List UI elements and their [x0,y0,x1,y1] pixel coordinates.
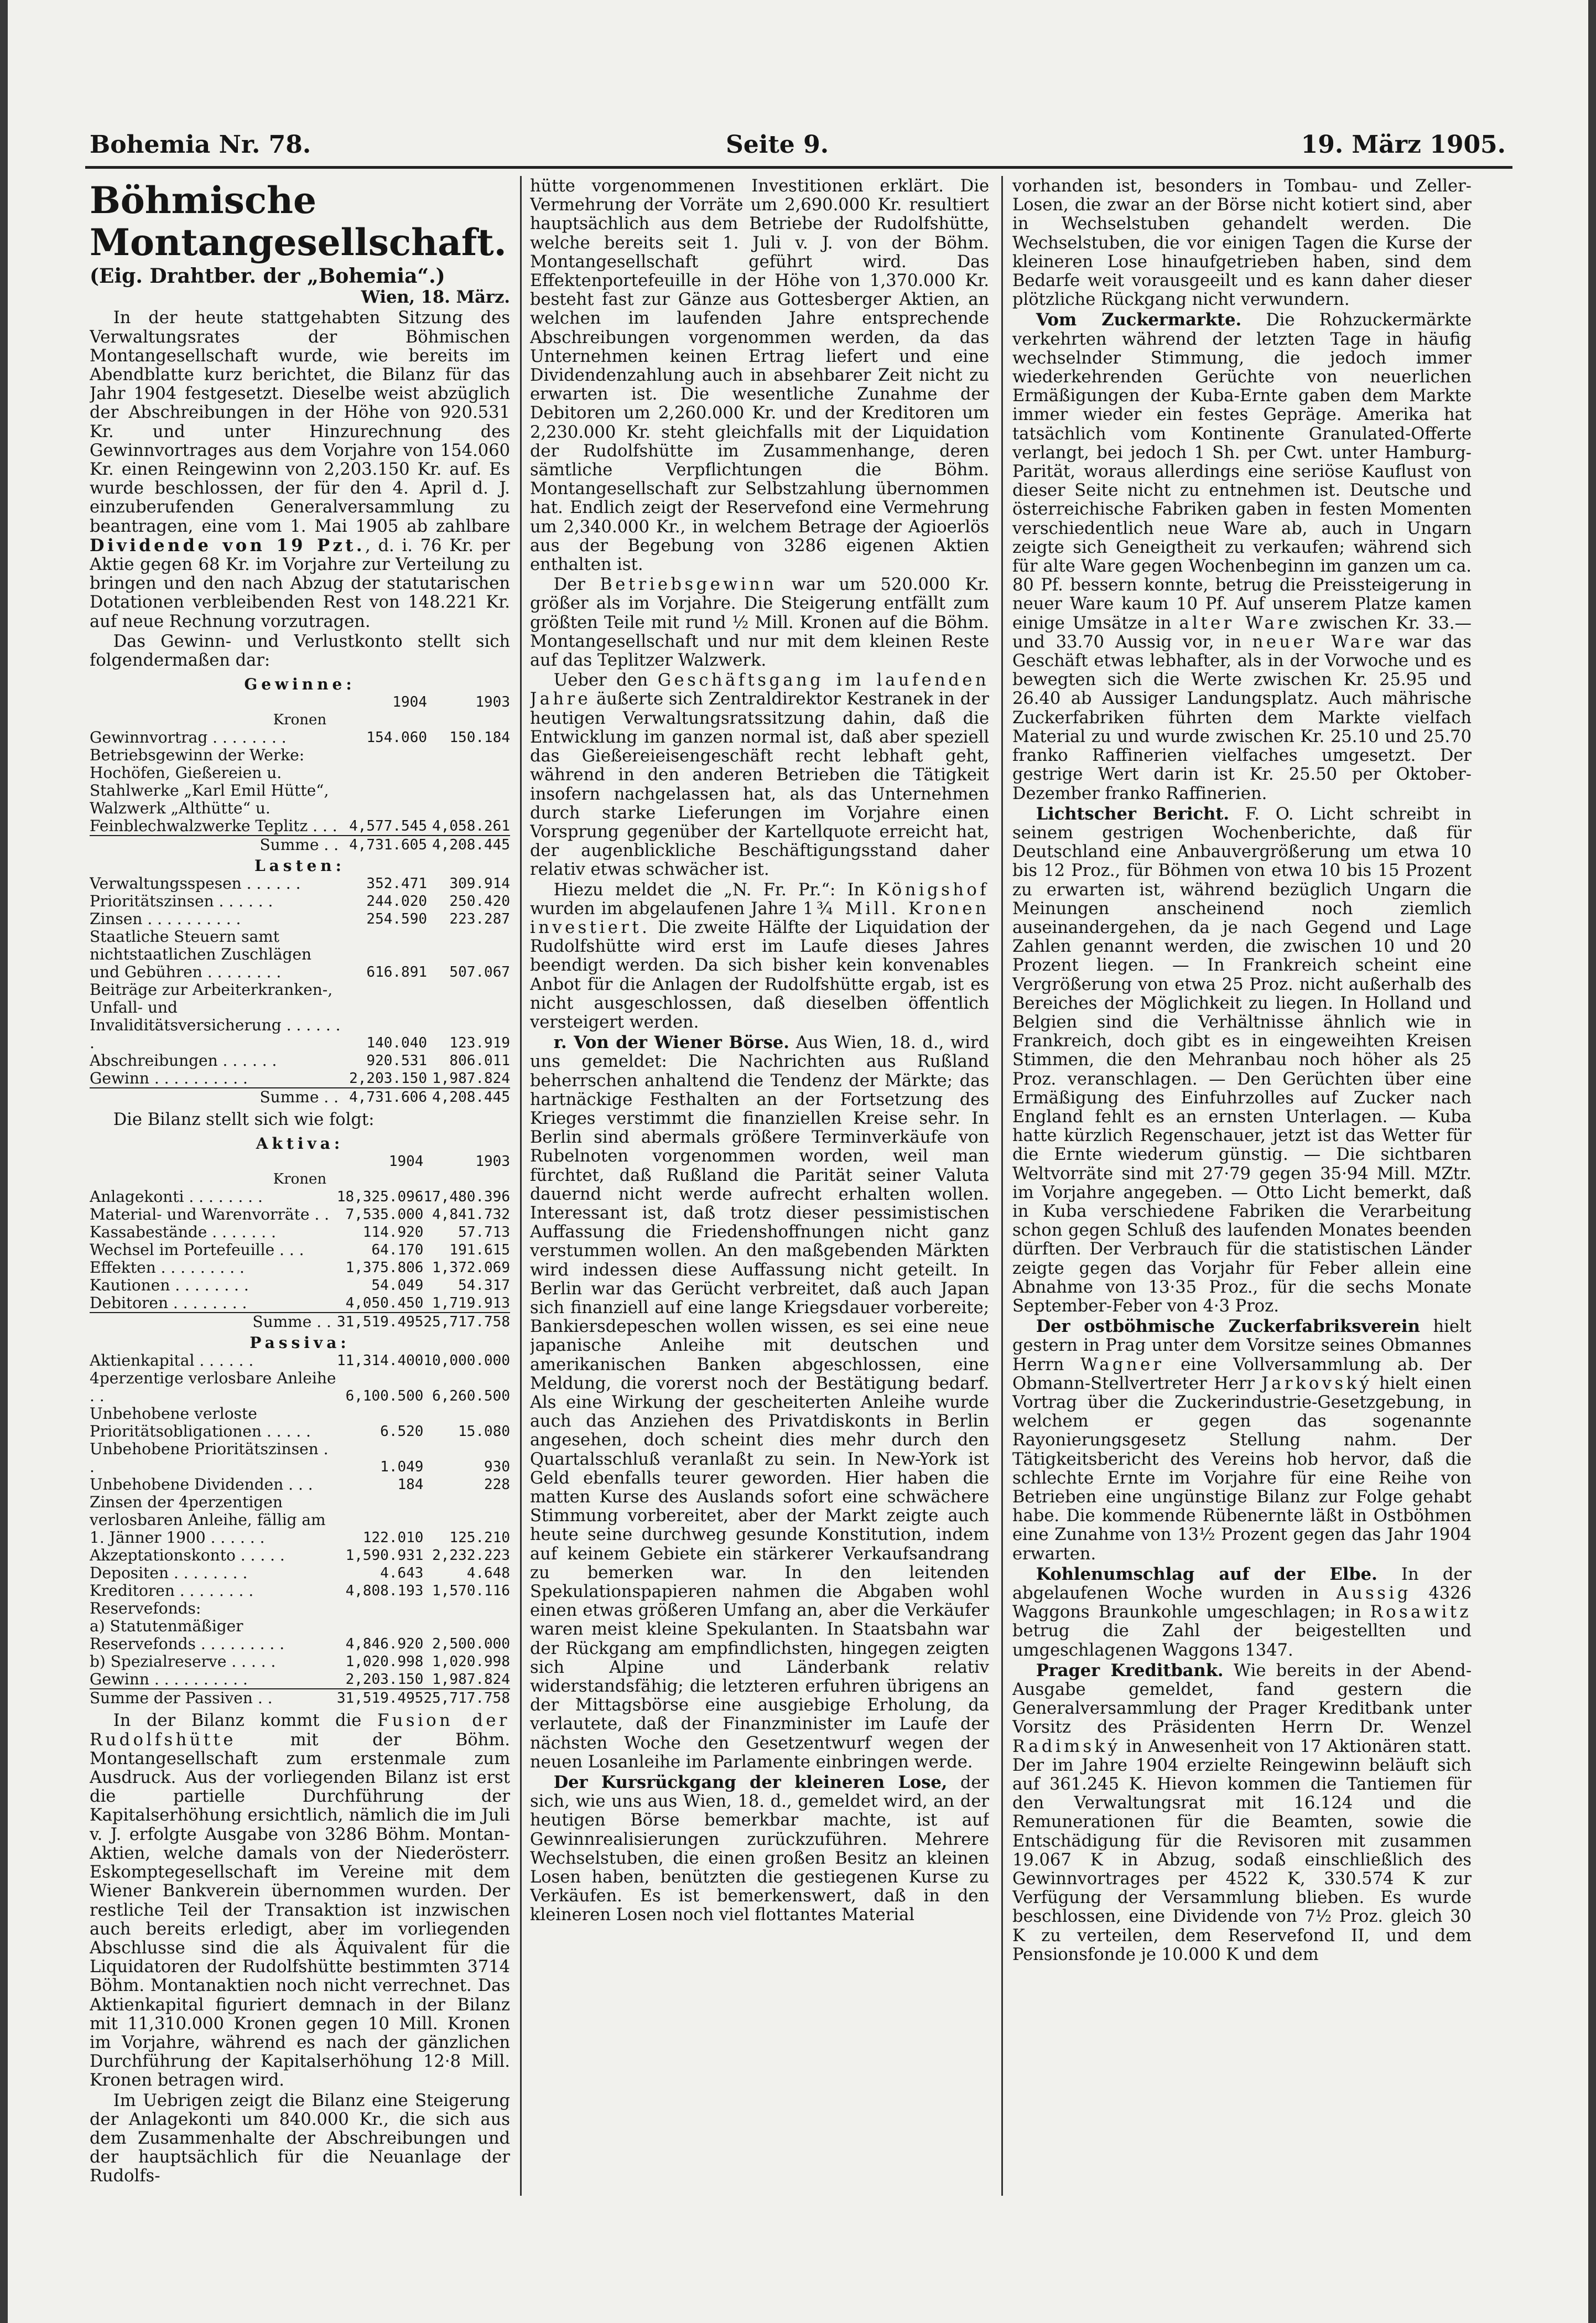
row-value: 122.010 [362,1529,424,1547]
row-value: 123.919 [449,1035,510,1052]
row-label: Aktienkapital . . . . . . [90,1351,254,1370]
article-paragraph: Kohlenumschlag auf der Elbe. In der abgelaufenen Woche wurden in Aussig 4326 Waggons Braunkohle umgeschlagen; in Rosawitz betrug die Zahl der beigestellten und umgeschlagenen Waggons 1347. [1012,1564,1472,1660]
table-row [90,1405,510,1440]
row-value: 2,500.000 [432,1636,510,1653]
row-value: 507.067 [449,964,510,981]
unit-label: Kronen [273,712,327,729]
table-row [90,1370,510,1405]
row-value: 1,570.116 [432,1583,510,1600]
row-label: Zinsen der 4perzentigen verlosbaren Anleihe, fällig am 1. Jänner 1900 . . . . . . [90,1493,326,1547]
section-title: Der ostböhmische Zuckerfabriksverein [1036,1316,1420,1337]
row-value: 2,232.223 [432,1547,510,1564]
passiva-rows [90,1352,510,1689]
row-value: 223.287 [449,911,510,928]
row-label: Wechsel im Portefeuille . . . [90,1241,304,1259]
row-value: 184 [397,1476,424,1494]
row-value: 4,846.920 [345,1636,424,1653]
row-value: 920.531 [366,1052,427,1070]
row-value: 1,987.824 [432,1070,510,1087]
row-value: 4.643 [380,1565,424,1582]
row-value: 250.420 [449,893,510,910]
row-value: 1,590.931 [345,1547,424,1564]
section-heading: Gewinne: [244,675,356,694]
row-value: 6,100.500 [345,1388,424,1405]
row-value: 54.317 [458,1277,510,1294]
row-value: 154.060 [366,729,427,746]
column-3 [1012,177,1472,2225]
table-row [90,1241,510,1259]
row-value: 2,203.150 [349,1070,427,1087]
row-value: 1,987.824 [432,1671,510,1688]
section-title: Der Kursrückgang der kleineren Lose, [553,1772,948,1793]
table-row [90,1352,510,1370]
row-value: 4.648 [466,1565,510,1582]
row-value: 930 [484,1459,510,1476]
table-row [90,1294,510,1313]
balance-sheet-table [90,1132,510,1707]
row-value: 4,577.545 [349,818,427,835]
row-value: 11,314.400 [336,1352,424,1370]
row-value: 1,020.998 [345,1653,424,1671]
article-paragraph: vorhanden ist, besonders in Tombau- und Zeller-Losen, die zwar an der Börse nicht kotiert sind, aber in Wechselstuben gehandelt werden. Die Wechselstuben, die vor einigen Tagen die Kurse der kleineren Lose hinaufgetrieben haben, sind dem Bedarfe weit vorausgeeilt und es kann daher dieser plötzliche Rückgang nicht verwundern. [1012,177,1472,310]
row-value: 309.914 [449,875,510,893]
table-row [90,1440,510,1476]
row-value: 15.080 [458,1423,510,1440]
article-dateline: Wien, 18. März. [361,287,510,308]
article-paragraph: Lichtscher Bericht. F. O. Licht schreibt in seinem gestrigen Wochenberichte, daß für Deutschland eine Anbauvergrößerung um etwa 10 bis 12 Proz., für Böhmen von etwa 10 bis 15 Prozent zu erwarten ist, während bezüglich Ungarn die Meinungen anscheinend noch ziemlich auseinandergehen, da je nach Gegend und Lage Zahlen genannt werden, die zwischen 10 und 20 Prozent liegen. — In Frankreich scheint eine Vergrößerung von etwa 25 Proz. nicht außerhalb des Bereiches der Möglichkeit zu liegen. In Holland und Belgien sind die Verhältnisse ähnlich wie in Frankreich, doch gibt es in eingeweihten Kreisen Stimmen, die den Mehranbau noch höher als 25 Proz. veranschlagen. — Den Gerüchten über eine Ermäßigung des Einfuhrzolles auf Zucker nach England fehlt es an ernsten Unterlagen. — Kuba hatte kürzlich Regenschauer, jetzt ist das Wetter für die Ernte wiederum günstig. — Die sichtbaren Weltvorräte sind mit 27·79 gegen 35·94 Mill. MZtr. im Vorjahre angegeben. — Otto Licht bemerkt, daß in Kuba verschiedene Fabriken die Verarbeitung schon gegen Schluß des laufenden Monates beenden dürften. Der Verbrauch für die statistischen Länder zeigte gegen das Vorjahr für Feber allein eine Abnahme von 13·35 Proz., für die sechs Monate September-Feber von 4·3 Proz. [1012,803,1472,1316]
row-value: 10,000.000 [423,1352,510,1370]
row-label: Unbehobene verloste Prioritätsobligationen . . . . . [90,1404,311,1441]
newspaper-page [8,0,1588,2323]
row-value: 352.471 [366,875,427,893]
table-row [90,1052,510,1070]
header-page-number: Seite 9. [726,131,829,159]
table-sum-row: Summe der Passiven . . 31,519.495 25,717.758 [90,1689,510,1708]
section-title: Vom Zuckermarkte. [1036,310,1242,330]
column-1 [90,177,510,2225]
row-value: 4,050.450 [345,1295,424,1312]
row-value: 191.615 [449,1242,510,1259]
table-row [90,1206,510,1223]
table-row [90,1223,510,1241]
row-value: 1,372.069 [432,1259,510,1277]
section-title: Prager Kreditbank. [1036,1660,1224,1681]
article-paragraph: Die Bilanz stellt sich wie folgt: [113,1110,375,1130]
article-paragraph: Der Betriebsgewinn war um 520.000 Kr. größer als im Vorjahre. Die Steigerung entfällt zum größten Teile mit rund ½ Mill. Kronen auf die Böhm. Montangesellschaft und nur mit dem kleinen Reste auf das Teplitzer Walzwerk. [530,575,989,671]
table-row [90,875,510,893]
table-row [90,910,510,928]
row-value: 54.049 [371,1277,424,1294]
row-value: 4,058.261 [432,818,510,835]
table-row [90,1582,510,1600]
year-label: 1903 [475,1153,510,1170]
row-label: b) Spezialreserve . . . . . [90,1652,276,1671]
article-paragraph: Hiezu meldet die „N. Fr. Pr.“: In Königshof wurden im abgelaufenen Jahre 1¾ Mill. Kronen investiert. Die zweite Hälfte der Liquidation der Rudolfshütte wird erst im Laufe dieses Jahres beendigt werden. Da sich bisher kein konvenables Anbot für die Anlagen der Rudolfshütte ergab, ist es nicht ausgeschlossen, daß dieselben öffentlich versteigert werden. [530,880,989,1032]
row-value: 4,841.732 [432,1206,510,1223]
section-title: Kohlenumschlag auf der Elbe. [1036,1564,1377,1584]
table-sum-row: Summe . . 4,731.606 4,208.445 [90,1088,510,1106]
header-date: 19. März 1905. [1301,131,1506,159]
row-label: Kassabestände . . . . . . . [90,1223,276,1242]
article-paragraph: r. Von der Wiener Börse. Aus Wien, 18. d., wird uns gemeldet: Die Nachrichten aus Rußland beherrschen anhaltend die Tendenz der Märkte; das hartnäckige Festhalten an der Fortsetzung des Krieges verstimmt die finanziellen Kreise sehr. In Berlin sind abermals größere Terminverkäufe von Rubelnoten vorgenommen worden, weil man fürchtet, daß Rußland die Parität seiner Valuta dauernd nicht werde aufrecht erhalten wollen. Interessant ist, daß trotz dieser pessimistischen Auffassung die Friedenshoffnungen nicht ganz verstummen wollen. An den maßgebenden Märkten wird indessen diese Auffassung nicht geteilt. In Berlin war das Gerücht verbreitet, daß auch Japan sich finanziell auf eine lange Kriegsdauer vorbereite; Bankiersdepeschen wollen wissen, es sei eine neue japanische Anleihe mit deutschen und amerikanischen Banken abgeschlossen, eine Meldung, die vorerst noch der Bestätigung bedarf. Als eine Wirkung der gescheiterten Anleihe wurde auch das Anziehen des Privatdiskonts in Berlin angesehen, doch scheint dies mehr durch den Quartalsschluß veranlaßt zu sein. In New-York ist Geld ebenfalls teurer geworden. Hier haben die matten Kurse des Auslands sofort eine schwächere Stimmung vorbereitet, aber der Markt zeigte auch heute seine durchweg gesunde Konstitution, indem auf keinem Gebiete ein stärkerer Verkaufsandrang zu bemerken war. In den leitenden Spekulationspapieren nahmen die Abgaben wohl einen etwas größeren Umfang an, aber die Verkäufer waren meist kleine Spekulanten. In Staatsbahn war der Rückgang am empfindlichsten, hingegen zeigten sich Alpine und Länderbank relativ widerstandsfähig; die letzteren erfuhren übrigens an der Mittagsbörse eine ausgiebige Erholung, da verlautete, daß der Finanzminister im Laufe der nächsten Woche den Gesetzentwurf wegen der neuen Losanleihe im Parlamente einbringen werde. [530,1033,989,1772]
table-row [90,1070,510,1088]
row-label: Unbehobene Prioritätszinsen . . [90,1440,329,1476]
section-title: Lichtscher Bericht. [1036,803,1229,824]
section-heading: Passiva: [249,1334,350,1352]
row-label: 4perzentige verlosbare Anleihe . . [90,1369,336,1406]
section-heading: Lasten: [254,857,346,875]
table-row [90,1259,510,1277]
table-row [90,981,510,1052]
article-title: Böhmische Montangesellschaft. [90,179,507,264]
row-value: 64.170 [371,1242,424,1259]
row-value: 6,260.500 [432,1388,510,1405]
row-value: 254.590 [366,911,427,928]
year-label: 1904 [388,1153,424,1170]
table-row [90,1564,510,1582]
row-value: 140.040 [366,1035,427,1052]
row-label: Gewinnvortrag . . . . . . . . [90,728,287,747]
row-label: Effekten . . . . . . . . . [90,1258,245,1277]
row-label: Staatliche Steuern samt nichtstaatlichen Zuschlägen und Gebühren . . . . . . . . [90,927,312,982]
section-title: r. Von der Wiener Börse. [553,1033,789,1053]
row-label: Reservefonds: [90,1599,201,1618]
article-paragraph: Im Uebrigen zeigt die Bilanz eine Steigerung der Anlagekonti um 840.000 Kr., die sich aus dem Zusammenhalte der Abschreibungen und der hauptsächlich für die Neuanlage der Rudolfs- [90,2091,510,2186]
row-value [337,1600,424,1617]
row-value [423,1600,510,1617]
table-row [90,928,510,981]
row-value: 2,203.150 [345,1671,424,1688]
year-label: 1904 [392,694,427,711]
row-label: a) Statutenmäßiger Reservefonds . . . . . . . . . [90,1617,285,1653]
row-label: Anlagekonti . . . . . . . . [90,1188,263,1206]
column-rule-2 [1001,176,1003,2196]
article-paragraph: Ueber den Geschäftsgang im laufenden Jahre äußerte sich Zentraldirektor Kestranek in der heutigen Verwaltungsratssitzung dahin, daß die Entwicklung im ganzen normal ist, daß aber speziell das Gießereieisengeschäft recht lebhaft geht, während in den anderen Betrieben die Tätigkeit insofern nachgelassen hat, als das Unternehmen durch starke Lieferungen im Vorjahre einen Vorsprung gegenüber der Kartellquote erreicht hat, der augenblickliche Beschäftigungsstand daher relativ etwas schwächer ist. [530,671,989,880]
column-rule-1 [520,176,522,2196]
table-row [90,746,510,836]
row-value: 6.520 [380,1423,424,1440]
row-value: 7,535.000 [345,1206,424,1223]
row-value: 806.011 [449,1052,510,1070]
row-value: 1,375.806 [345,1259,424,1277]
unit-label: Kronen [273,1171,327,1188]
row-value: 150.184 [449,729,510,746]
row-label: Depositen . . . . . . . . [90,1564,248,1583]
row-label: Prioritätszinsen . . . . . . [90,892,273,911]
article-paragraph: Das Gewinn- und Verlustkonto stellt sich folgendermaßen dar: [90,631,510,671]
table-row [90,1188,510,1206]
table-row [90,1617,510,1653]
row-value: 57.713 [458,1224,510,1241]
row-value: 18,325.096 [336,1189,424,1206]
header-newspaper-issue: Bohemia Nr. 78. [90,131,311,159]
row-label: Abschreibungen . . . . . . [90,1051,277,1070]
table-row [90,1547,510,1564]
row-label: Debitoren . . . . . . . . [90,1294,247,1313]
aktiva-rows [90,1188,510,1313]
row-label: Unbehobene Dividenden . . . [90,1475,313,1494]
lasten-rows [90,875,510,1088]
article-paragraph: In der heute stattgehabten Sitzung des Verwaltungsrates der Böhmischen Montangesellschaft wurde, wie bereits im Abendblatte kurz berichtet, die Bilanz für das Jahr 1904 festgesetzt. Dieselbe weist abzüglich der Abschreibungen in der Höhe von 920.531 Kr. und unter Hinzurechnung des Gewinnvortrages aus dem Vorjahre von 154.060 Kr. einen Reingewinn von 2,203.150 Kr. auf. Es wurde beschlossen, der für den 4. April d. J. einzuberufenden Generalversammlung zu beantragen, eine vom 1. Mai 1905 ab zahlbare Dividende von 19 Pzt., d. i. 76 Kr. per Aktie gegen 68 Kr. im Vorjahre zur Verteilung zu bringen und den nach Abzug der statutarischen Dotationen verbleibenden Rest von 148.221 Kr. auf neue Rechnung vorzutragen. [90,308,510,631]
article-paragraph: Vom Zuckermarkte. Die Rohzuckermärkte verkehrten während der letzten Tage in häufig wechselnder Stimmung, die jedoch immer wiederkehrenden Gerüchte von neuerlichen Ermäßigungen der Kuba-Ernte gaben dem Markte immer wieder ein festes Gepräge. Amerika hat tatsächlich vom Kontinente Granulated-Offerte verlangt, bei jedoch 1 Sh. per Cwt. unter Hamburg-Parität, woraus allerdings eine seriöse Kauflust von dieser Seite nicht zu entnehmen ist. Deutsche und österreichische Fabriken gaben in festen Momenten verschiedentlich neue Ware ab, auch in Ungarn zeigte sich Geneigtheit zu verkaufen; während sich für alte Ware gegen Wochenbeginn im ganzen um ca. 80 Pf. bessern konnte, betrug die Preissteigerung in neuer Ware kaum 10 Pf. Auf unserem Platze kamen einige Umsätze in alter Ware zwischen Kr. 33.— und 33.70 Aussig vor, in neuer Ware war das Geschäft etwas lebhafter, als in der Vorwoche und es bewegten sich die Werte zwischen Kr. 25.95 und 26.40 ab Aussiger Landungsplatz. Auch mährische Zuckerfabriken führten dem Markte vielfach Material zu und wurde zwischen Kr. 25.10 und 25.70 franko Raffinerien vielfaches umgesetzt. Der gestrige Wert darin ist Kr. 25.50 per Oktober-Dezember franko Raffinerien. [1012,310,1472,803]
row-value: 125.210 [449,1529,510,1547]
article-paragraph: Der Kursrückgang der kleineren Lose, der sich, wie uns aus Wien, 18. d., gemeldet wird, an der heutigen Börse bemerkbar machte, ist auf Gewinnrealisierungen zurückzuführen. Mehrere Wechselstuben, die einen großen Besitz an kleinen Losen haben, benützten die gestiegenen Kurse zu Verkäufen. Es ist bemerkenswert, daß in den kleineren Losen noch viel flottantes Material [530,1772,989,1925]
table-row [90,729,510,746]
row-label: Kautionen . . . . . . . . [90,1276,249,1295]
row-label: Beiträge zur Arbeiterkranken-, Unfall- und Invaliditätsversicherung . . . . . . . [90,981,341,1052]
row-value: 17,480.396 [423,1189,510,1206]
row-label: Verwaltungsspesen . . . . . . [90,874,301,893]
table-row [90,1494,510,1547]
table-row [90,1671,510,1689]
article-paragraph: hütte vorgenommenen Investitionen erklärt. Die Vermehrung der Vorräte um 2,690.000 Kr. resultiert hauptsächlich aus dem Betriebe der Rudolfshütte, welche bereits seit 1. Juli v. J. von der Böhm. Montangesellschaft geführt wird. Das Effektenportefeuille in der Höhe von 1,370.000 Kr. besteht fast zur Gänze aus Gottesberger Aktien, an welchen im laufenden Jahre entsprechende Abschreibungen vorgenommen werden, da das Unternehmen keinen Ertrag liefert und eine Dividendenzahlung auch in absehbarer Zeit nicht zu erwarten ist. Die wesentliche Zunahme der Debitoren um 2,260.000 Kr. und der Kreditoren um 2,230.000 Kr. steht gleichfalls mit der Liquidation der Rudolfshütte im Zusammenhange, deren sämtliche Verpflichtungen die Böhm. Montangesellschaft zur Selbstzahlung übernommen hat. Endlich zeigt der Reservefond eine Vermehrung um 2,340.000 Kr., in welchem Betrage der Agioerlös aus der Begebung von 3286 eigenen Aktien enthalten ist. [530,177,989,575]
row-value: 1.049 [380,1459,424,1476]
article-paragraph: In der Bilanz kommt die Fusion der Rudolfshütte mit der Böhm. Montangesellschaft zum erstenmale zum Ausdruck. Aus der vorliegenden Bilanz ist erst die partielle Durchführung der Kapitalserhöhung ersichtlich, nämlich die im Juli v. J. erfolgte Ausgabe von 3286 Böhm. Montan-Aktien, welche damals von der Niederösterr. Eskomptegesellschaft im Vereine mit dem Wiener Bankverein übernommen wurden. Der restliche Teil der Transaktion ist inzwischen auch bereits erledigt, aber im vorliegenden Abschlusse sind die als Äquivalent für die Liquidatoren der Rudolfshütte bestimmten 3714 Böhm. Montanaktien noch nicht verrechnet. Das Aktienkapital figuriert demnach in der Bilanz mit 11,310.000 Kronen gegen 10 Mill. Kronen im Vorjahre, während es nach der gänzlichen Durchführung der Kapitalserhöhung 12·8 Mill. Kronen betragen wird. [90,1711,510,2091]
column-2 [530,177,989,2225]
row-value: 244.020 [366,893,427,910]
row-label: Kreditoren . . . . . . . . [90,1581,254,1600]
row-value: 616.891 [366,964,427,981]
row-label: Gewinn . . . . . . . . . . [90,1670,248,1689]
gewinne-rows [90,729,510,836]
article-source: (Eig. Drahtber. der „Bohemia“.) [90,265,445,288]
table-row [90,1653,510,1671]
row-label: Zinsen . . . . . . . . . . [90,910,241,929]
row-value: 114.920 [362,1224,424,1241]
table-sum-row: Summe . . 31,519.495 25,717.758 [90,1313,510,1331]
row-label: Material- und Warenvorräte . . [90,1205,330,1224]
row-value: 4,808.193 [345,1583,424,1600]
article-paragraph: Prager Kreditbank. Wie bereits in der Abend-Ausgabe gemeldet, fand gestern die Generalversammlung der Prager Kreditbank unter Vorsitz des Präsidenten Herrn Dr. Wenzel Radimský in Anwesenheit von 17 Aktionären statt. Der im Jahre 1904 erzielte Reingewinn beläuft sich auf 361.245 K. Hievon kommen die Tantiemen für den Verwaltungsrat mit 16.124 und die Remunerationen für die Beamten, sowie die Entschädigung für die Revisoren mit zusammen 19.067 K in Abzug, sodaß einschließlich des Gewinnvortrages per 4522 K, 330.574 K zur Verfügung der Versammlung blieben. Es wurde beschlossen, eine Dividende von 7½ Proz. gleich 30 K zu verteilen, dem Reservefond II, und dem Pensionsfonde je 10.000 K und dem [1012,1660,1472,1964]
section-heading: Aktiva: [256,1134,344,1153]
article-paragraph: Der ostböhmische Zuckerfabriksverein hielt gestern in Prag unter dem Vorsitze seines Obmannes Herrn Wagner eine Vollversammlung ab. Der Obmann-Stellvertreter Herr Jarkovský hielt einen Vortrag über die Zuckerindustrie-Gesetzgebung, in welchem er gegen das sogenannte Rayonierungsgesetz Stellung nahm. Der Tätigkeitsbericht des Vereins hob hervor, daß die schlechte Ernte im Vorjahre für eine Reihe von Betrieben eine ungünstige Bilanz zur Folge gehabt habe. Die kommende Rübenernte läßt in Ostböhmen eine Zunahme von 13½ Prozent gegen das Jahr 1904 erwarten. [1012,1316,1472,1564]
page-header [90,131,1506,169]
row-value: 1,719.913 [432,1295,510,1312]
row-label: Akzeptationskonto . . . . . [90,1546,285,1565]
table-sum-row: Summe . . 4,731.605 4,208.445 [90,836,510,854]
table-row [90,1600,510,1617]
header-rule [85,166,1512,169]
table-row [90,1277,510,1294]
row-label: Betriebsgewinn der Werke: Hochöfen, Gießereien u. Stahlwerke „Karl Emil Hütte“, Walzwerk „Althütte“ u. Feinblechwalzwerke Teplitz . . . [90,746,337,836]
profit-loss-table [90,672,510,1106]
year-label: 1903 [475,694,510,711]
row-value: 228 [484,1476,510,1494]
row-value: 1,020.998 [432,1653,510,1671]
table-row [90,1476,510,1494]
row-label: Gewinn . . . . . . . . . . [90,1069,248,1088]
table-row [90,893,510,910]
